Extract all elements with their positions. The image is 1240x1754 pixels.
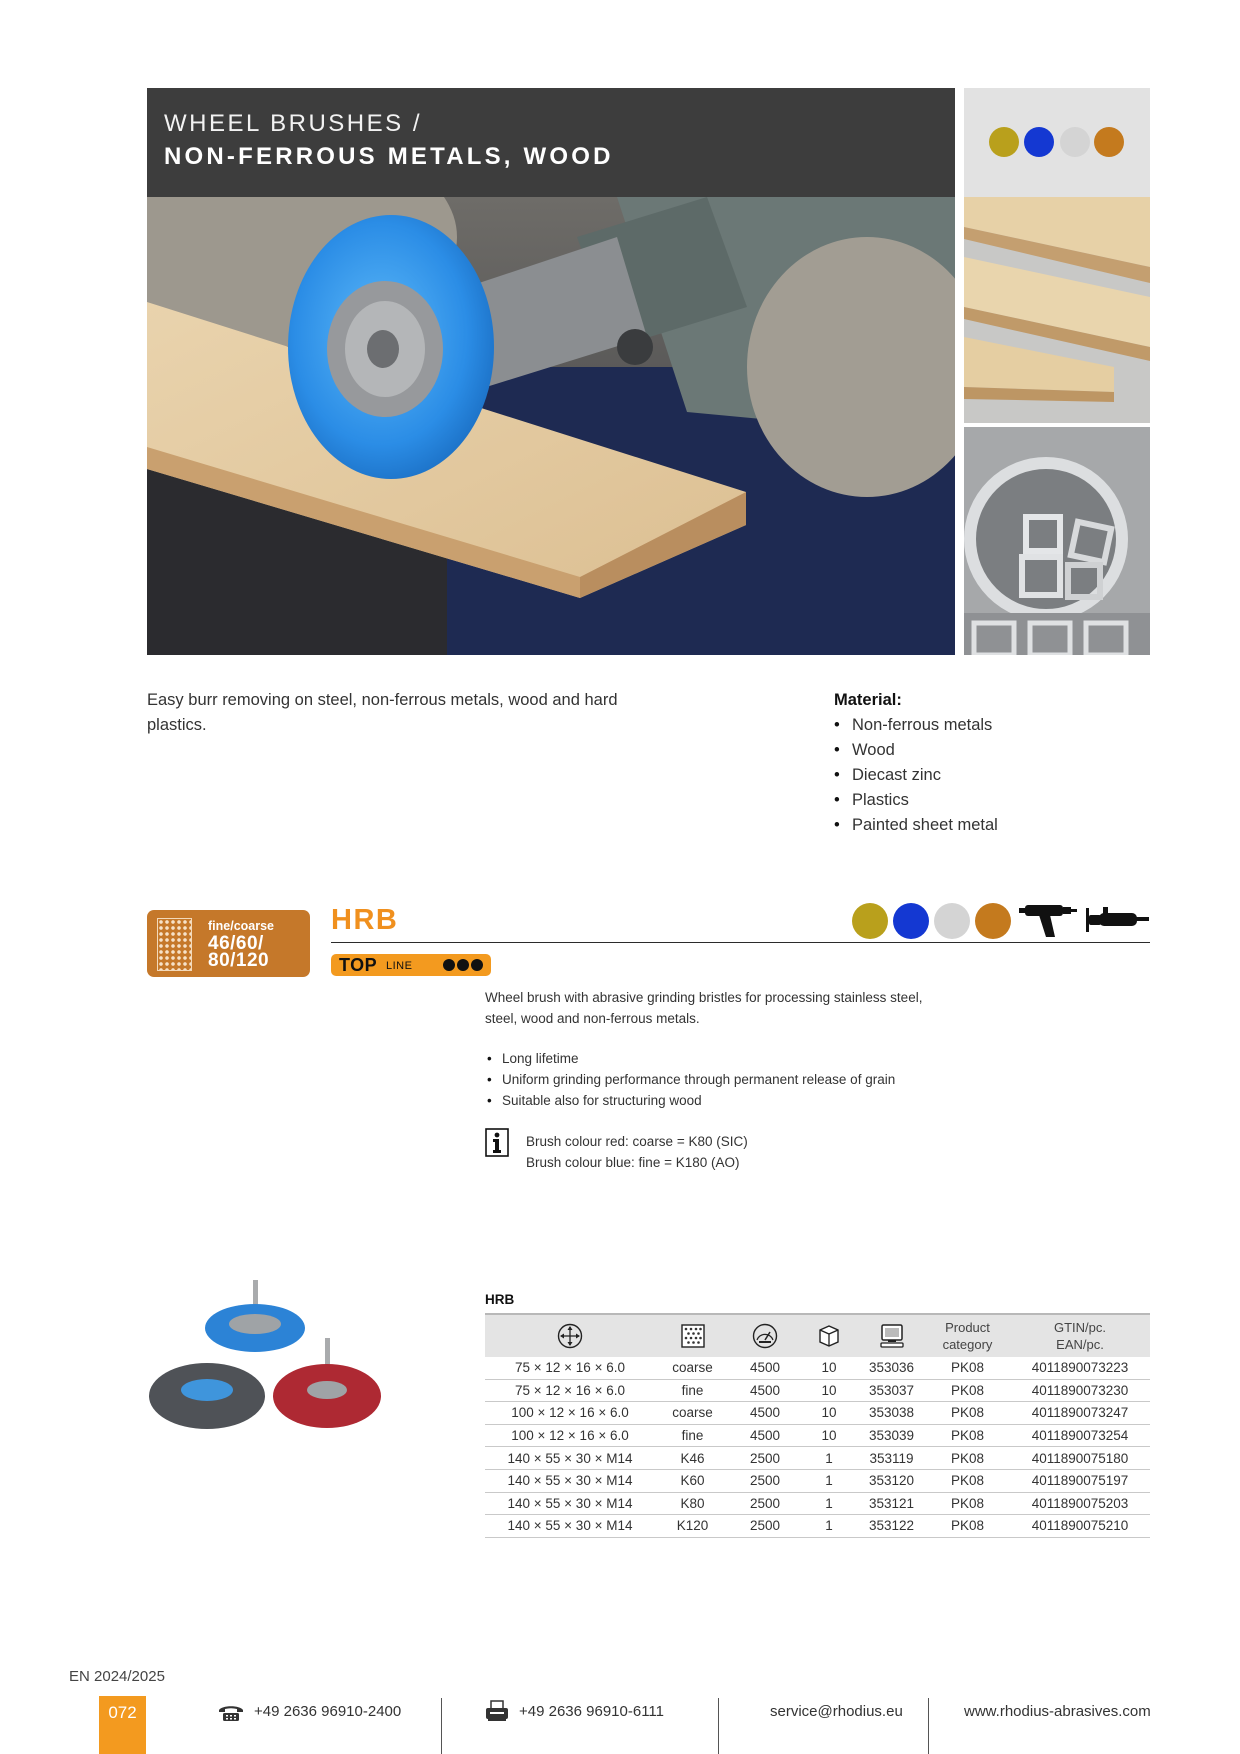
cell-max-rpm: 2500 [730, 1447, 800, 1470]
cell-gtin: 4011890073247 [1010, 1402, 1150, 1425]
phone-icon [218, 1704, 244, 1722]
cell-grit: fine [655, 1424, 730, 1447]
cell-gtin: 4011890073223 [1010, 1357, 1150, 1379]
material-color-legend [964, 88, 1150, 197]
material-item: • Wood [834, 738, 998, 763]
material-item: • Diecast zinc [834, 763, 998, 788]
topline-line: LINE [386, 960, 413, 972]
header-packaging-unit [800, 1314, 858, 1357]
rating-dot [443, 959, 455, 971]
rating-dot [457, 959, 469, 971]
material-item: • Plastics [834, 788, 998, 813]
table-row [485, 1469, 1150, 1492]
cell-gtin: 4011890075180 [1010, 1447, 1150, 1470]
product-table [485, 1313, 1150, 1538]
cell-max-rpm: 2500 [730, 1492, 800, 1515]
cell-packaging-unit: 10 [800, 1379, 858, 1402]
header-text: EAN/pc. [1056, 1337, 1104, 1352]
table-row [485, 1447, 1150, 1470]
max-rpm-icon [752, 1323, 778, 1349]
header-dimensions [485, 1314, 655, 1357]
table-body [485, 1357, 1150, 1537]
cell-article-number: 353119 [858, 1447, 925, 1470]
website-link[interactable]: www.rhodius-abrasives.com [964, 1703, 1151, 1720]
header-gtin [1010, 1314, 1150, 1357]
cell-dimensions: 140 × 55 × 30 × M14 [485, 1469, 655, 1492]
table-row [485, 1402, 1150, 1425]
cell-article-number: 353039 [858, 1424, 925, 1447]
info-line: Brush colour blue: fine = K180 (AO) [526, 1155, 740, 1170]
table-row [485, 1379, 1150, 1402]
heading-divider [331, 942, 1150, 943]
cell-article-number: 353038 [858, 1402, 925, 1425]
grit-badge [147, 910, 310, 977]
cell-product-category: PK08 [925, 1469, 1010, 1492]
email-link[interactable]: service@rhodius.eu [770, 1703, 903, 1720]
metal-profiles-photo [964, 427, 1150, 655]
material-title: Material: [834, 691, 902, 709]
cell-grit: fine [655, 1379, 730, 1402]
cell-max-rpm: 2500 [730, 1515, 800, 1538]
cell-dimensions: 140 × 55 × 30 × M14 [485, 1447, 655, 1470]
cell-gtin: 4011890075203 [1010, 1492, 1150, 1515]
category-title-line2: NON-FERROUS METALS, WOOD [164, 143, 614, 170]
table-row [485, 1424, 1150, 1447]
packaging-unit-icon [817, 1323, 841, 1349]
application-photo [147, 197, 955, 655]
cell-product-category: PK08 [925, 1357, 1010, 1379]
silver-material-swatch [934, 903, 970, 939]
cell-packaging-unit: 10 [800, 1424, 858, 1447]
table-row [485, 1515, 1150, 1538]
table-row [485, 1492, 1150, 1515]
cell-packaging-unit: 1 [800, 1515, 858, 1538]
header-text: Product [945, 1320, 990, 1335]
cell-grit: coarse [655, 1357, 730, 1379]
intro-text [147, 688, 618, 738]
blue-material-swatch [1024, 127, 1054, 157]
topline-badge [331, 954, 491, 976]
cell-dimensions: 75 × 12 × 16 × 6.0 [485, 1379, 655, 1402]
cell-article-number: 353036 [858, 1357, 925, 1379]
grain-icon [681, 1324, 705, 1348]
grit-values-line1: 46/60/ [208, 933, 264, 954]
info-note [526, 1131, 748, 1173]
gold-material-swatch [852, 903, 888, 939]
product-photo [147, 1280, 385, 1492]
cell-article-number: 353121 [858, 1492, 925, 1515]
cell-grit: K60 [655, 1469, 730, 1492]
material-item: • Non-ferrous metals [834, 713, 998, 738]
grain-icon [157, 918, 192, 971]
topline-top: TOP [339, 955, 378, 975]
cell-article-number: 353120 [858, 1469, 925, 1492]
category-header [147, 88, 955, 197]
cell-max-rpm: 4500 [730, 1402, 800, 1425]
info-icon [485, 1128, 509, 1157]
header-product-category [925, 1314, 1010, 1357]
cell-grit: K120 [655, 1515, 730, 1538]
cell-packaging-unit: 1 [800, 1492, 858, 1515]
table-header-row [485, 1314, 1150, 1357]
drill-icon [1019, 902, 1077, 938]
catalog-edition: EN 2024/2025 [69, 1668, 165, 1685]
cell-packaging-unit: 10 [800, 1402, 858, 1425]
intro-line: plastics. [147, 716, 207, 734]
table-row [485, 1357, 1150, 1379]
cell-product-category: PK08 [925, 1402, 1010, 1425]
cell-max-rpm: 4500 [730, 1379, 800, 1402]
copper-material-swatch [1094, 127, 1124, 157]
blue-material-swatch [893, 903, 929, 939]
article-number-icon [879, 1323, 905, 1349]
info-line: Brush colour red: coarse = K80 (SIC) [526, 1134, 748, 1149]
fax-number[interactable]: +49 2636 96910-6111 [519, 1703, 664, 1720]
intro-line: Easy burr removing on steel, non-ferrous metals, wood and hard [147, 691, 618, 709]
copper-material-swatch [975, 903, 1011, 939]
cell-gtin: 4011890075210 [1010, 1515, 1150, 1538]
cell-dimensions: 140 × 55 × 30 × M14 [485, 1515, 655, 1538]
page-number-box [99, 1696, 146, 1754]
description-line: Wheel brush with abrasive grinding bristles for processing stainless steel, [485, 990, 923, 1005]
cell-product-category: PK08 [925, 1515, 1010, 1538]
rating-dot [471, 959, 483, 971]
product-description [485, 987, 922, 1029]
header-max-rpm [730, 1314, 800, 1357]
cell-packaging-unit: 1 [800, 1447, 858, 1470]
cell-product-category: PK08 [925, 1424, 1010, 1447]
cell-dimensions: 75 × 12 × 16 × 6.0 [485, 1357, 655, 1379]
silver-material-swatch [1060, 127, 1090, 157]
description-line: steel, wood and non-ferrous metals. [485, 1011, 700, 1026]
angle-grinder-icon [1083, 904, 1149, 936]
header-grit [655, 1314, 730, 1357]
grit-badge-label: fine/coarse [208, 919, 275, 933]
cell-gtin: 4011890075197 [1010, 1469, 1150, 1492]
table-title: HRB [485, 1292, 515, 1307]
cell-max-rpm: 4500 [730, 1357, 800, 1379]
phone-number[interactable]: +49 2636 96910-2400 [254, 1703, 402, 1720]
product-code: HRB [331, 904, 399, 936]
feature-item: • Suitable also for structuring wood [485, 1090, 895, 1111]
cell-dimensions: 100 × 12 × 16 × 6.0 [485, 1402, 655, 1425]
footer-divider [928, 1698, 929, 1754]
cell-gtin: 4011890073254 [1010, 1424, 1150, 1447]
cell-packaging-unit: 10 [800, 1357, 858, 1379]
footer-divider [718, 1698, 719, 1754]
cell-gtin: 4011890073230 [1010, 1379, 1150, 1402]
feature-item: • Uniform grinding performance through permanent release of grain [485, 1069, 895, 1090]
cell-article-number: 353122 [858, 1515, 925, 1538]
material-item: • Painted sheet metal [834, 813, 998, 838]
header-text: category [942, 1337, 993, 1352]
grit-values-line2: 80/120 [208, 950, 270, 971]
cell-dimensions: 100 × 12 × 16 × 6.0 [485, 1424, 655, 1447]
fax-icon [485, 1700, 509, 1722]
header-text: GTIN/pc. [1053, 1320, 1106, 1335]
material-list [834, 688, 998, 838]
cell-max-rpm: 4500 [730, 1424, 800, 1447]
page-number: 072 [108, 1703, 137, 1722]
header-article-number [858, 1314, 925, 1357]
cell-product-category: PK08 [925, 1492, 1010, 1515]
cell-product-category: PK08 [925, 1447, 1010, 1470]
cell-article-number: 353037 [858, 1379, 925, 1402]
wood-material-photo [964, 197, 1150, 423]
cell-packaging-unit: 1 [800, 1469, 858, 1492]
cell-grit: coarse [655, 1402, 730, 1425]
cell-max-rpm: 2500 [730, 1469, 800, 1492]
cell-dimensions: 140 × 55 × 30 × M14 [485, 1492, 655, 1515]
feature-list [485, 1048, 895, 1111]
cell-grit: K80 [655, 1492, 730, 1515]
category-title-line1: WHEEL BRUSHES / [164, 110, 422, 137]
gold-material-swatch [989, 127, 1019, 157]
feature-item: • Long lifetime [485, 1048, 895, 1069]
cell-product-category: PK08 [925, 1379, 1010, 1402]
dimensions-icon [557, 1323, 583, 1349]
footer-divider [441, 1698, 442, 1754]
cell-grit: K46 [655, 1447, 730, 1470]
